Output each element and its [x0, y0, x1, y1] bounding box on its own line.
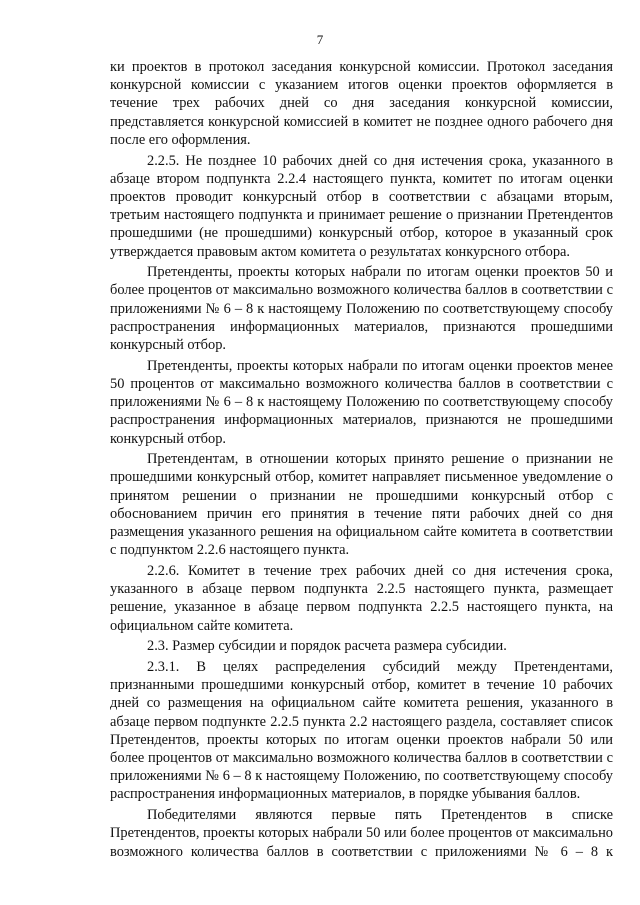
paragraph-2-3-1: 2.3.1. В целях распределения субсидий между Претендентами, признанными прошедшими конкурсный отбор, комитет в течение 10 рабочих дней со размещения на официальном сайте комитета решения, указанного в абзаце первом подпункте 2.2.5 пункта 2.2 настоящего раздела, составляет список Претендентов, проекты которых по итогам оценки проектов набрали 50 или более процентов от максимально возможного количества баллов в соответствии с приложениями № 6 – 8 к настоящему Положению, по соответствующему способу распространения информационных материалов, в порядке убывания баллов.	[110, 659, 613, 803]
paragraph-notification: Претендентам, в отношении которых принято решение о признании не прошедшими конкурсный отбор, комитет направляет письменное уведомление о принятом решении о признании не прошедшими конкурсный отбор с обоснованием причин его принятия в течение пяти рабочих дней со дня размещения указанного решения на официальном сайте комитета в соответствии с подпунктом 2.2.6 настоящего пункта.	[110, 451, 613, 559]
paragraph-passed-applicants: Претенденты, проекты которых набрали по итогам оценки проектов 50 и более процентов от максимально возможного количества баллов в соответствии с приложениями № 6 – 8 к настоящему Положению по соответствующему способу распространения информационных материалов, признаются прошедшими конкурсный отбор.	[110, 264, 613, 354]
paragraph-2-2-5: 2.2.5. Не позднее 10 рабочих дней со дня истечения срока, указанного в абзаце втором подпункта 2.2.4 настоящего пункта, комитет по итогам оценки проектов проводит конкурсный отбор в соответствии с абзацами вторым, третьим настоящего подпункта и принимает решение о признании Претендентов прошедшими (не прошедшими) конкурсный отбор, которое в указанный срок утверждается правовым актом комитета о результатах конкурсного отбора.	[110, 152, 613, 260]
paragraph-continuation: ки проектов в протокол заседания конкурсной комиссии. Протокол заседания конкурсной комиссии с указанием итогов оценки проектов оформляется в течение трех рабочих дней со дня заседания конкурсной комиссии, представляется конкурсной комиссией в комитет не позднее одного рабочего дня после его оформления.	[110, 59, 613, 148]
paragraph-failed-applicants: Претенденты, проекты которых набрали по итогам оценки проектов менее 50 процентов от максимально возможного количества баллов в соответствии с приложениями № 6 – 8 к настоящему Положению по соответствующему способу распространения информационных материалов, признаются не прошедшими конкурсный отбор.	[110, 357, 613, 447]
paragraph-2-2-6: 2.2.6. Комитет в течение трех рабочих дней со дня истечения срока, указанного в абзаце первом подпункта 2.2.5 настоящего пункта, размещает решение, указанное в абзаце первом подпункта 2.2.5 настоящего пункта, на официальном сайте комитета.	[110, 562, 613, 634]
page-number: 7	[316, 32, 324, 47]
paragraph-winners: Победителями являются первые пять Претендентов в списке Претендентов, проекты которых набрали 50 или более процентов от максимально возможного количества баллов в соответствии с приложениями № 6 – 8 к	[110, 807, 613, 860]
document-body	[110, 58, 613, 863]
paragraph-2-3-heading: 2.3. Размер субсидии и порядок расчета размера субсидии.	[147, 638, 507, 655]
